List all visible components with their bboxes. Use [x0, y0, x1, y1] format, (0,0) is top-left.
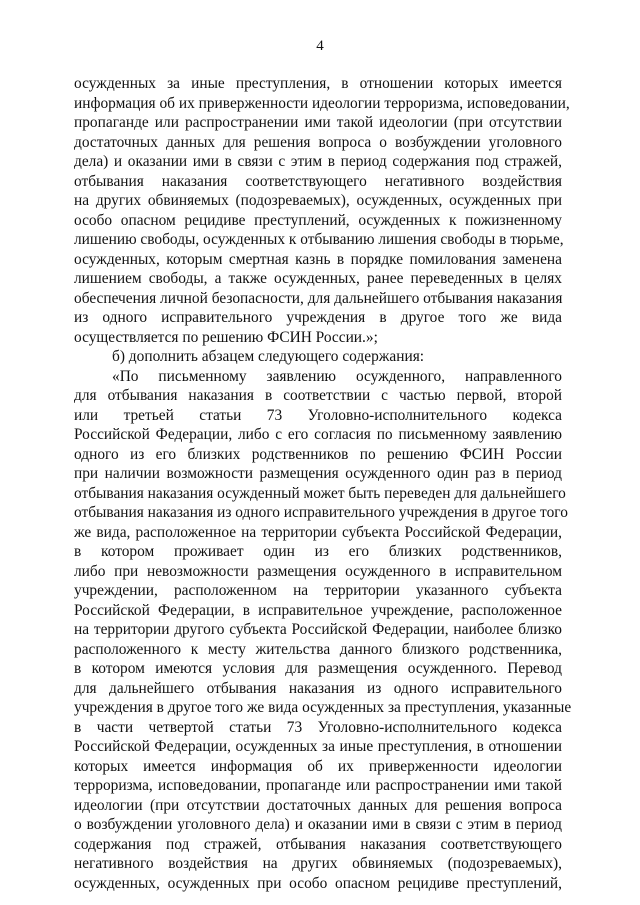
text-line: отбывания наказания осужденный может быть переведен для дальнейшего: [74, 484, 566, 502]
text-line: же вида, расположенное на территории субъекта Российской Федерации,: [74, 523, 562, 541]
text-line: особо опасном рецидиве преступлений, осужденных к пожизненному: [74, 211, 562, 229]
text-line: учреждении, расположенном на территории указанного субъекта: [74, 582, 562, 599]
text-line: обеспечения личной безопасности, для дальнейшего отбывания наказания: [74, 289, 563, 307]
text-line: осужденных за иные преступления, в отношении которых имеется: [74, 75, 562, 92]
text-line: Российской Федерации, либо с его согласия по письменному заявлению: [74, 426, 562, 443]
text-line: расположенного к месту жительства данного близкого родственника,: [74, 640, 562, 658]
text-line: лишением свободы, а также осужденных, ранее переведенных в целях: [74, 270, 562, 287]
text-line: Российской Федерации, осужденных за иные преступления, в отношении: [74, 738, 562, 755]
text-line: содержания под стражей, отбывания наказания соответствующего: [74, 835, 562, 853]
text-line: Российской Федерации, в исправительное учреждение, расположенное: [74, 601, 562, 619]
text-line: идеологии (при отсутствии достаточных данных для решения вопроса: [74, 796, 562, 814]
text-line: для дальнейшего отбывания наказания из одного исправительного: [74, 679, 562, 697]
text-line: негативного воздействия на других обвиняемых (подозреваемых),: [74, 855, 562, 872]
text-line: или третьей статьи 73 Уголовно-исполнительного кодекса: [74, 406, 562, 424]
text-line: осуществляется по решению ФСИН России.»;: [74, 328, 378, 346]
text-line: осужденных, которым смертная казнь в порядке помилования заменена: [74, 250, 562, 268]
text-line: отбывания наказания соответствующего негативного воздействия: [74, 172, 562, 190]
text-line: на других обвиняемых (подозреваемых), осужденных, осужденных при: [74, 192, 562, 209]
text-line: отбывания наказания из одного исправительного учреждения в другое того: [74, 504, 568, 521]
text-line: б) дополнить абзацем следующего содержания:: [112, 348, 425, 365]
text-line: в котором имеются условия для размещения осужденного. Перевод: [74, 660, 562, 677]
text-line: осужденных, осужденных при особо опасном рецидиве преступлений,: [74, 874, 562, 892]
text-line: которых имеется информация об их приверженности идеологии: [74, 757, 562, 775]
text-line: терроризма, исповедовании, пропаганде или распространении ими такой: [74, 777, 562, 794]
text-line: пропаганде или распространении ими такой идеологии (при отсутствии: [74, 114, 562, 131]
document-body: [74, 74, 572, 893]
text-line: либо при невозможности размещения осужденного в исправительном: [74, 562, 562, 580]
text-line: в котором проживает один из его близких родственников,: [74, 543, 562, 560]
text-line: в части четвертой статьи 73 Уголовно-исполнительного кодекса: [74, 718, 562, 736]
text-line: дела) и оказании ими в связи с этим в период содержания под стражей,: [74, 153, 562, 170]
page-number: 4: [316, 38, 324, 54]
text-line: из одного исправительного учреждения в другое того же вида: [74, 309, 562, 326]
text-line: на территории другого субъекта Российской Федерации, наиболее близко: [74, 621, 562, 638]
text-line: достаточных данных для решения вопроса о возбуждении уголовного: [74, 133, 562, 151]
text-line: лишению свободы, осужденных к отбыванию лишения свободы в тюрьме,: [74, 231, 564, 248]
text-line: одного из его близких родственников по решению ФСИН России: [74, 445, 562, 463]
text-line: о возбуждении уголовного дела) и оказании ими в связи с этим в период: [74, 816, 562, 833]
text-line: информация об их приверженности идеологии терроризма, исповедовании,: [74, 94, 570, 112]
text-line: «По письменному заявлению осужденного, направленного: [112, 367, 562, 385]
text-line: для отбывания наказания в соответствии с частью первой, второй: [74, 387, 562, 404]
text-line: учреждения в другое того же вида осужденных за преступления, указанные: [74, 699, 572, 716]
text-line: при наличии возможности размещения осужденного один раз в период: [74, 465, 562, 482]
